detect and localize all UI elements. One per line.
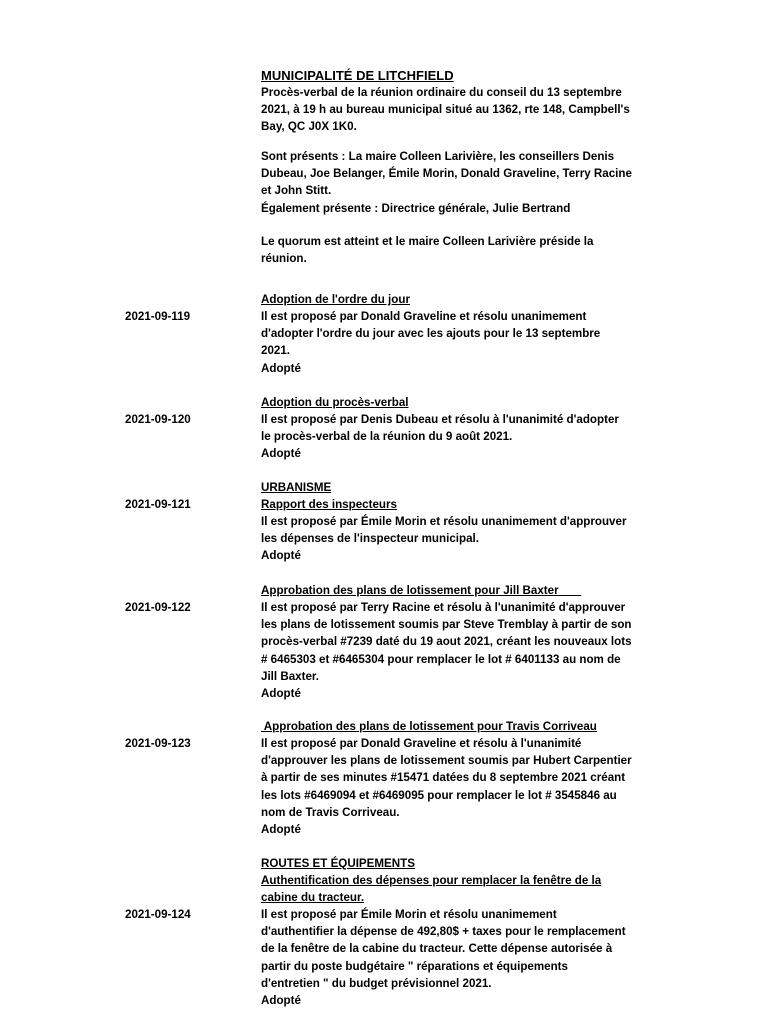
resolution-body	[261, 599, 691, 702]
resolution-status: Adopté	[261, 361, 301, 375]
resolution-status: Adopté	[261, 994, 301, 1008]
resolution-body-line: Il est proposé par Denis Dubeau et résolu à l'unanimité d'adopter	[261, 413, 619, 426]
attendees-line: Également présente : Directrice générale, Julie Bertrand	[261, 201, 571, 215]
attendees-line: Sont présents : La maire Colleen Larivière, les conseillers Denis	[261, 150, 615, 163]
resolution-body-line: procès-verbal #7239 daté du 19 aout 2021, créant les nouveaux lots	[261, 635, 632, 649]
resolution-body-line: nom de Travis Corriveau.	[261, 805, 400, 819]
resolution-heading: Approbation des plans de lotissement pour Jill Baxter	[261, 584, 582, 597]
resolution-status: Adopté	[261, 447, 301, 461]
attendees-line: et John Stitt.	[261, 184, 332, 198]
resolution-body-line: les lots #6469094 et #6469095 pour remplacer le lot # 3545846 au	[261, 788, 617, 802]
resolution-body-line: d'entretien " du budget prévisionnel 2021.	[261, 976, 492, 990]
resolution-body-line: Il est proposé par Terry Racine et résolu à l'unanimité d'approuver	[261, 601, 626, 614]
resolution-heading: Rapport des inspecteurs	[261, 498, 397, 511]
resolution-body-line: d'authentifier la dépense de 492,80$ + taxes pour le remplacement	[261, 925, 626, 939]
section-heading: ROUTES ET ÉQUIPEMENTS	[261, 857, 415, 870]
resolution-body-line: à partir de ses minutes #15471 datées du 8 septembre 2021 créant	[261, 771, 626, 785]
resolution-body-line: de la fenêtre de la cabine du tracteur. Cette dépense autorisée à	[261, 942, 613, 956]
resolution-body-line: les dépenses de l'inspecteur municipal.	[261, 532, 479, 546]
resolution-heading-line: cabine du tracteur.	[261, 891, 365, 905]
intro-line: Procès-verbal de la réunion ordinaire du conseil du 13 septembre	[261, 86, 622, 99]
resolution-body	[261, 513, 691, 565]
resolution-body	[261, 735, 691, 838]
resolution-number: 2021-09-120	[125, 413, 191, 426]
resolution-body-line: Il est proposé par Émile Morin et résolu unanimement	[261, 908, 557, 921]
attendees-paragraph	[261, 148, 691, 217]
resolution-body-line: Il est proposé par Donald Graveline et résolu à l'unanimité	[261, 737, 582, 750]
resolution-body-line: Jill Baxter.	[261, 669, 320, 683]
resolution-heading-line: Authentification des dépenses pour remplacer la fenêtre de la	[261, 874, 602, 887]
resolution-heading: Adoption du procès-verbal	[261, 396, 409, 409]
resolution-status: Adopté	[261, 823, 301, 837]
quorum-line: réunion.	[261, 252, 307, 266]
resolution-body-line: 2021.	[261, 344, 291, 358]
resolution-body-line: le procès-verbal de la réunion du 9 août 2021.	[261, 430, 513, 444]
intro-line: 2021, à 19 h au bureau municipal situé au 1362, rte 148, Campbell's	[261, 103, 630, 117]
resolution-heading: Approbation des plans de lotissement pour Travis Corriveau	[261, 720, 597, 733]
resolution-body-line: d'adopter l'ordre du jour avec les ajouts pour le 13 septembre	[261, 327, 601, 341]
intro-paragraph	[261, 84, 691, 136]
resolution-heading: Adoption de l'ordre du jour	[261, 293, 410, 306]
resolution-body-line: # 6465303 et #6465304 pour remplacer le lot # 6401133 au nom de	[261, 652, 621, 666]
resolution-body-line: partir du poste budgétaire " réparations et équipements	[261, 959, 568, 973]
resolution-status: Adopté	[261, 549, 301, 563]
resolution-number: 2021-09-121	[125, 498, 191, 511]
resolution-body-line: Il est proposé par Émile Morin et résolu unanimement d'approuver	[261, 515, 627, 528]
resolution-heading	[261, 872, 691, 906]
resolution-body	[261, 308, 691, 377]
attendees-line: Dubeau, Joe Belanger, Émile Morin, Donald Graveline, Terry Racine	[261, 167, 632, 181]
resolution-number: 2021-09-119	[125, 310, 191, 323]
quorum-paragraph	[261, 233, 691, 267]
resolution-number: 2021-09-123	[125, 737, 191, 750]
quorum-line: Le quorum est atteint et le maire Colleen Larivière préside la	[261, 235, 594, 248]
resolution-number: 2021-09-124	[125, 908, 191, 921]
resolution-body	[261, 411, 691, 463]
document-title: MUNICIPALITÉ DE LITCHFIELD	[261, 68, 454, 83]
resolution-status: Adopté	[261, 687, 301, 701]
resolution-body-line: d'approuver les plans de lotissement soumis par Hubert Carpentier	[261, 754, 632, 768]
resolution-body-line: les plans de lotissement soumis par Steve Tremblay à partir de son	[261, 618, 632, 632]
resolution-body-line: Il est proposé par Donald Graveline et résolu unanimement	[261, 310, 587, 323]
resolution-body	[261, 906, 691, 1009]
section-heading: URBANISME	[261, 481, 332, 494]
resolution-number: 2021-09-122	[125, 601, 191, 614]
intro-line: Bay, QC J0X 1K0.	[261, 120, 357, 134]
